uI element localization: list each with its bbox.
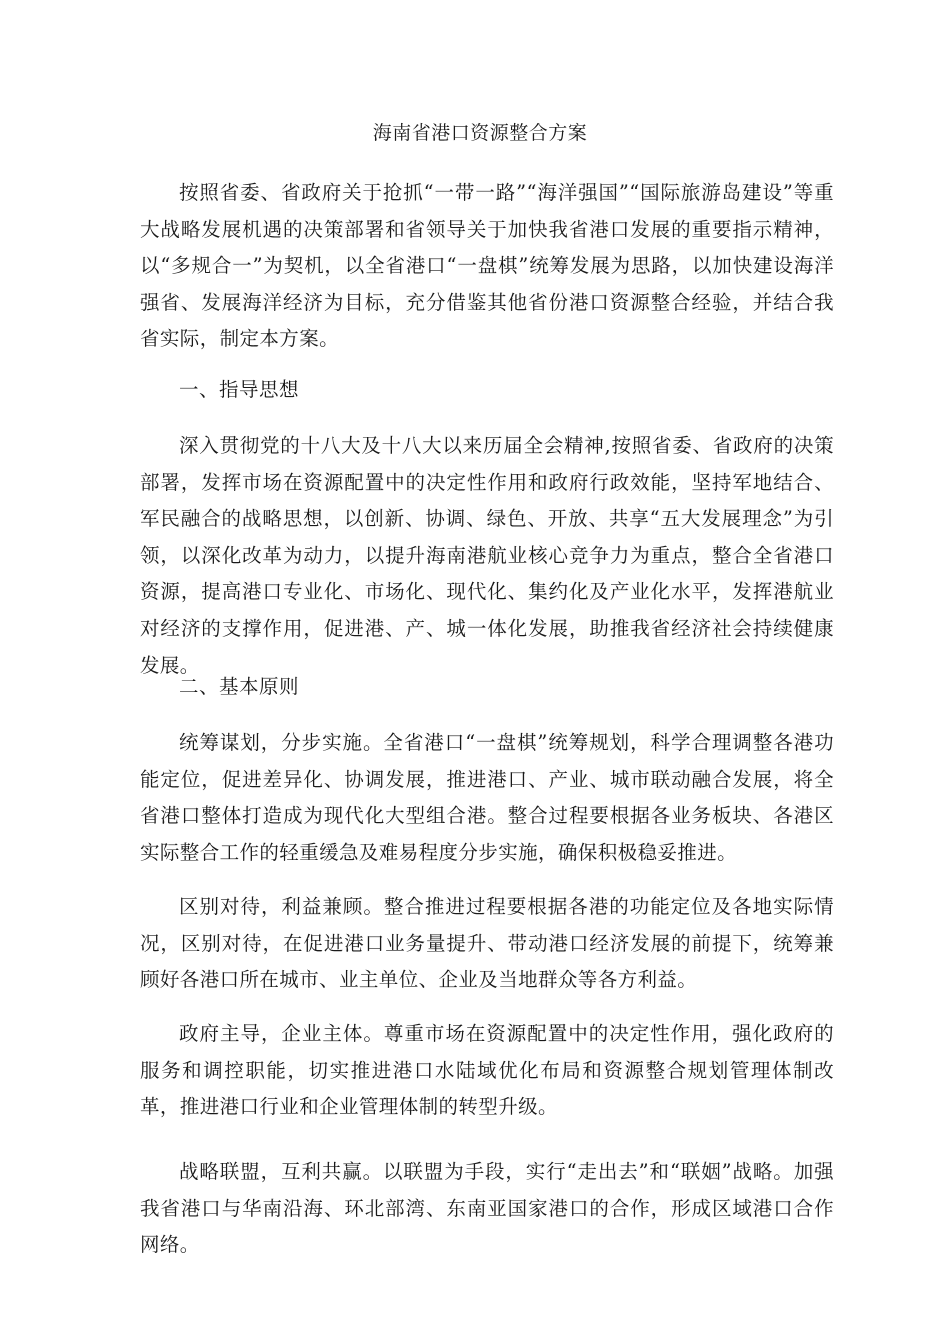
principle-paragraph-government-led: 政府主导，企业主体。尊重市场在资源配置中的决定性作用，强化政府的服务和调控职能，切实推进港口水陆域优化布局和资源整合规划管理体制改革，推进港口行业和企业管理体制的转型升级。 xyxy=(140,1022,834,1119)
document-title: 海南省港口资源整合方案 xyxy=(372,122,588,144)
principle-paragraph-strategic-alliance: 战略联盟，互利共赢。以联盟为手段，实行“走出去”和“联姻”战略。加强我省港口与华南沿海、环北部湾、东南亚国家港口的合作，形成区域港口合作网络。 xyxy=(140,1160,834,1257)
principle-paragraph-planning: 统筹谋划，分步实施。全省港口“一盘棋”统筹规划，科学合理调整各港功能定位，促进差异化、协调发展，推进港口、产业、城市联动融合发展，将全省港口整体打造成为现代化大型组合港。整合过程要根据各业务板块、各港区实际整合工作的轻重缓急及难易程度分步实施，确保积极稳妥推进。 xyxy=(140,731,834,864)
section-heading-guiding-ideology: 一、指导思想 xyxy=(179,378,300,401)
intro-paragraph: 按照省委、省政府关于抢抓“一带一路”“海洋强国”“国际旅游岛建设”等重大战略发展机遇的决策部署和省领导关于加快我省港口发展的重要指示精神，以“多规合一”为契机，以全省港口“一盘棋”统筹发展为思路，以加快建设海洋强省、发展海洋经济为目标，充分借鉴其他省份港口资源整合经验，并结合我省实际，制定本方案。 xyxy=(140,181,834,351)
section-heading-basic-principles: 二、基本原则 xyxy=(179,675,300,698)
guiding-ideology-paragraph: 深入贯彻党的十八大及十八大以来历届全会精神,按照省委、省政府的决策部署，发挥市场在资源配置中的决定性作用和政府行政效能，坚持军地结合、军民融合的战略思想，以创新、协调、绿色、开放、共享“五大发展理念”为引领，以深化改革为动力，以提升海南港航业核心竞争力为重点，整合全省港口资源，提高港口专业化、市场化、现代化、集约化及产业化水平，发挥港航业对经济的支撑作用，促进港、产、城一体化发展，助推我省经济社会持续健康发展。 xyxy=(140,434,834,677)
principle-paragraph-differentiation: 区别对待，利益兼顾。整合推进过程要根据各港的功能定位及各地实际情况，区别对待，在促进港口业务量提升、带动港口经济发展的前提下，统筹兼顾好各港口所在城市、业主单位、企业及当地群众等各方利益。 xyxy=(140,895,834,992)
